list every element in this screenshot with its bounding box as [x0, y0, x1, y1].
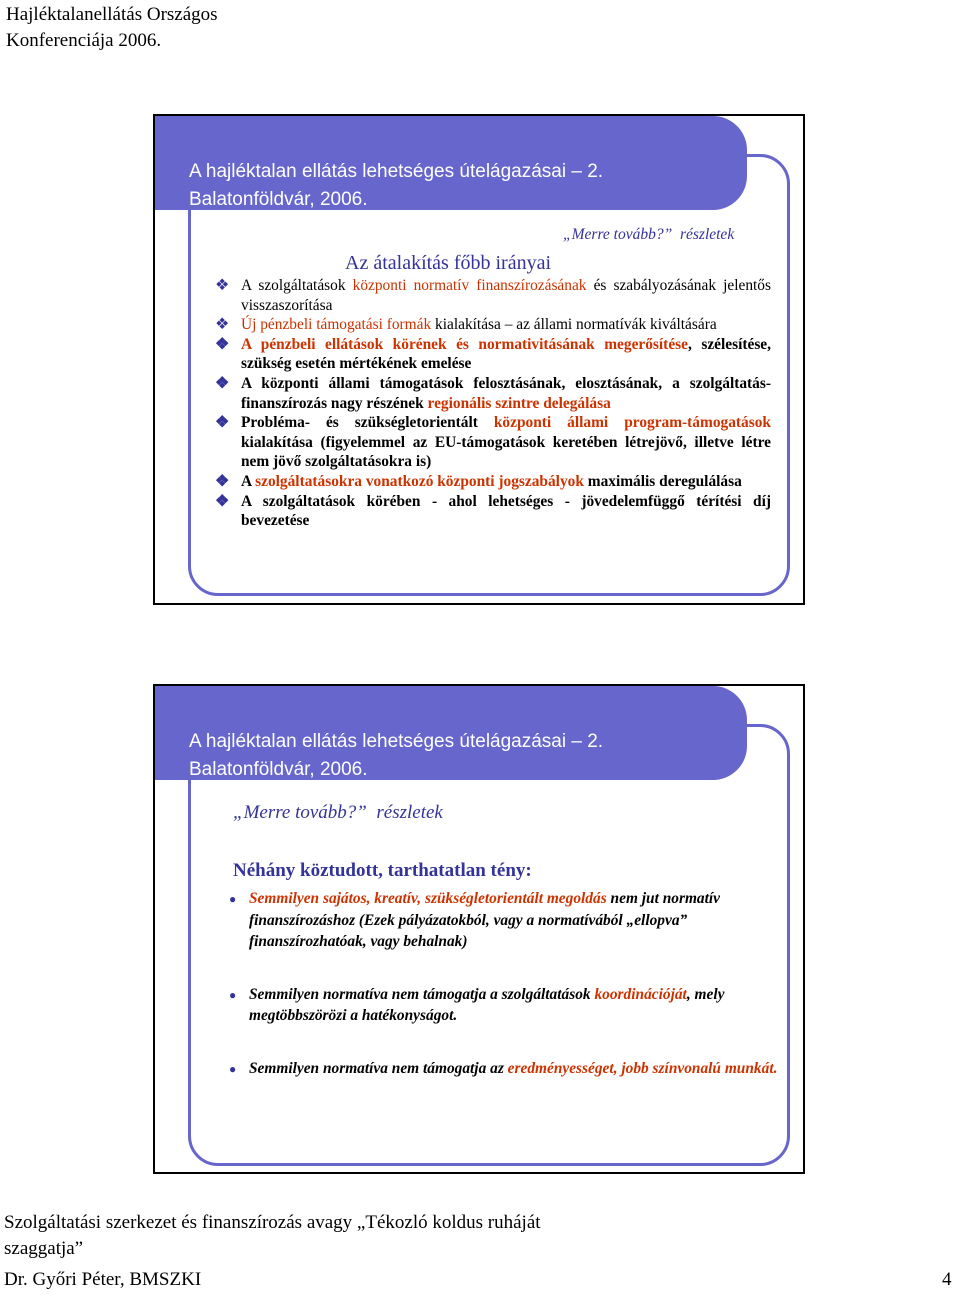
- page-number: 4: [942, 1269, 952, 1290]
- slide-2: [153, 684, 805, 1174]
- slide-1: [153, 114, 805, 605]
- slide-title-line-2: Balatonföldvár, 2006.: [189, 759, 368, 780]
- slide-title-line-1: A hajléktalan ellátás lehetséges útelágazásai – 2.: [189, 161, 604, 182]
- footer-author: Dr. Győri Péter, BMSZKI: [4, 1269, 202, 1290]
- document-footer: [4, 1210, 541, 1262]
- list-item: ❖ A központi állami támogatások felosztásának, elosztásának, a szolgáltatás-finanszírozás nagy részének regionális szintre delegálása: [215, 374, 771, 412]
- subtitle-question: „Merre tovább?”: [233, 802, 372, 823]
- diamond-bullet-icon: ❖: [215, 316, 230, 334]
- subtitle-details: részletek: [679, 226, 735, 243]
- slide-subtitle: [233, 802, 443, 824]
- list-item: ● Semmilyen sajátos, kreatív, szükségletorientált megoldás nem jut normatív finanszírozáshoz (Ezek pályázatokból, vagy a normatívából „ellopva” finanszírozhatóak, vagy behalnak): [229, 890, 721, 950]
- list-item: ❖ A pénzbeli ellátások körének és normativitásának megerősítése, szélesítése, szükség esetén mértékének emelése: [215, 335, 771, 373]
- slide-heading: Az átalakítás főbb irányai: [345, 252, 552, 274]
- list-item: ❖ Probléma- és szükségletorientált központi állami program-támogatások kialakítása (figyelemmel az EU-támogatások keretében létrejövő, illetve létre nem jövő szolgáltatásokra is): [215, 414, 771, 471]
- dot-bullet-icon: ●: [229, 892, 237, 906]
- subtitle-details: részletek: [376, 802, 443, 823]
- list-item: ● Semmilyen normatíva nem támogatja a szolgáltatások koordinációját, mely megtöbbszörözi a hatékonyságot.: [229, 985, 725, 1024]
- bullet-list: [227, 888, 787, 1079]
- slide-subtitle: [563, 226, 734, 244]
- diamond-bullet-icon: ❖: [215, 374, 230, 392]
- list-item: ❖ A szolgáltatásokra vonatkozó központi jogszabályok maximális deregulálása: [215, 472, 742, 490]
- diamond-bullet-icon: ❖: [215, 335, 230, 353]
- slide-title-line-2: Balatonföldvár, 2006.: [189, 189, 368, 210]
- slide-title: [189, 158, 603, 214]
- slide-title: [189, 728, 603, 784]
- dot-bullet-icon: ●: [229, 1061, 237, 1076]
- header-line-2: Konferenciája 2006.: [6, 30, 162, 51]
- list-item: ❖ A szolgáltatások központi normatív finanszírozásának és szabályozásának jelentős visszaszorítása: [215, 277, 771, 314]
- diamond-bullet-icon: ❖: [215, 414, 230, 432]
- footer-title-line-1: Szolgáltatási szerkezet és finanszírozás avagy „Tékozló koldus ruháját: [4, 1212, 541, 1233]
- list-item: ● Semmilyen normatíva nem támogatja az eredményességet, jobb színvonalú munkát.: [227, 1058, 787, 1080]
- slide-title-line-1: A hajléktalan ellátás lehetséges útelágazásai – 2.: [189, 731, 604, 752]
- slide-heading: Néhány köztudott, tarthatatlan tény:: [233, 860, 532, 881]
- document-header: [6, 2, 218, 54]
- list-item: ❖ A szolgáltatások körében - ahol lehetséges - jövedelemfüggő térítési díj bevezetése: [215, 492, 771, 530]
- list-item: ❖ Új pénzbeli támogatási formák kialakítása – az állami normatívák kiváltására: [215, 316, 717, 334]
- diamond-bullet-icon: ❖: [215, 472, 230, 490]
- dot-bullet-icon: ●: [229, 987, 237, 1002]
- subtitle-question: „Merre tovább?”: [563, 226, 677, 243]
- footer-title-line-2: szaggatja”: [4, 1238, 84, 1259]
- diamond-bullet-icon: ❖: [215, 277, 230, 294]
- header-line-1: Hajléktalanellátás Országos: [6, 4, 218, 25]
- diamond-bullet-icon: ❖: [215, 492, 230, 510]
- bullet-list: [215, 276, 771, 531]
